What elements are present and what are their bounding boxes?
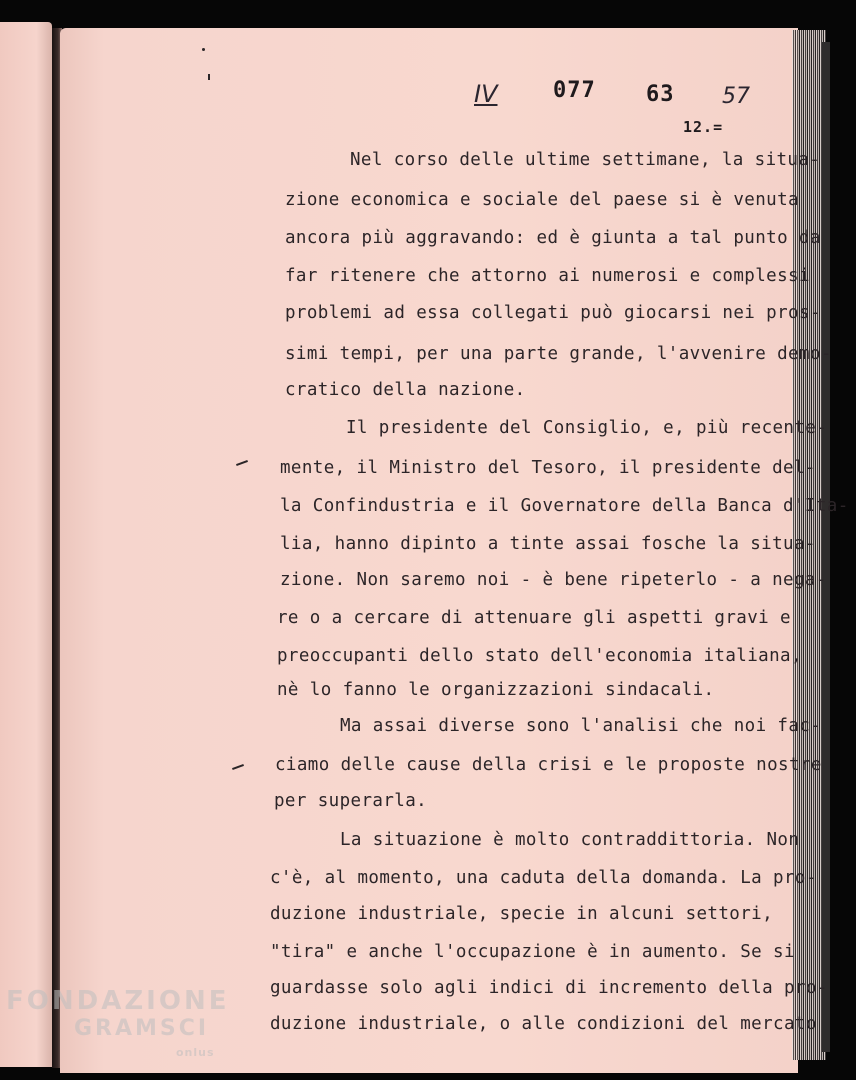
text-line: duzione industriale, o alle condizioni del mercato — [270, 1014, 817, 1034]
text-line: preoccupanti dello stato dell'economia italiana, — [277, 646, 802, 666]
text-line: zione. Non saremo noi - è bene ripeterlo - a nega- — [280, 570, 827, 590]
handwritten-page-number: 57 — [722, 84, 750, 109]
text-line: ancora più aggravando: ed è giunta a tal punto da — [285, 228, 821, 248]
text-line: c'è, al momento, una caduta della domanda. La pro- — [270, 868, 817, 888]
text-line: la Confindustria e il Governatore della Banca d'Ita- — [280, 496, 849, 516]
left-page — [0, 22, 52, 1067]
watermark-logo-line2: GRAMSCI — [74, 1016, 210, 1041]
text-line: Ma assai diverse sono l'analisi che noi fac- — [340, 716, 822, 736]
text-line: problemi ad essa collegati può giocarsi nei pros- — [285, 303, 821, 323]
text-line: "tira" e anche l'occupazione è in aumento. Se si — [270, 942, 795, 962]
text-line: mente, il Ministro del Tesoro, il presidente del- — [280, 458, 816, 478]
dot-mark — [208, 74, 210, 80]
text-line: per superarla. — [274, 791, 428, 811]
text-line: Il presidente del Consiglio, e, più recente- — [346, 418, 828, 438]
text-line: simi tempi, per una parte grande, l'avvenire demo- — [285, 344, 832, 364]
text-line: cratico della nazione. — [285, 380, 526, 400]
text-line: La situazione è molto contraddittoria. Non — [340, 830, 800, 850]
text-line: far ritenere che attorno ai numerosi e complessi — [285, 266, 810, 286]
text-line: duzione industriale, specie in alcuni settori, — [270, 904, 774, 924]
archive-number: 077 — [553, 78, 596, 103]
text-line: ciamo delle cause della crisi e le proposte nostre — [275, 755, 822, 775]
text-line: re o a cercare di attenuare gli aspetti gravi e — [277, 608, 791, 628]
text-line: Nel corso delle ultime settimane, la situa- — [350, 150, 821, 170]
text-line: nè lo fanno le organizzazioni sindacali. — [277, 680, 715, 700]
text-line: guardasse solo agli indici di incremento della pro- — [270, 978, 828, 998]
text-line: zione economica e sociale del paese si è venuta — [285, 190, 799, 210]
watermark-logo-line1: FONDAZIONE — [6, 986, 230, 1016]
dot-mark — [202, 48, 205, 51]
handwritten-roman-numeral: IV — [474, 80, 498, 108]
watermark-logo-line3: onlus — [176, 1046, 215, 1059]
binder-edge — [822, 42, 830, 1052]
corrected-page-number: 12.= — [683, 118, 724, 136]
folio-number: 63 — [646, 82, 675, 107]
text-line: lia, hanno dipinto a tinte assai fosche la situa- — [280, 534, 816, 554]
